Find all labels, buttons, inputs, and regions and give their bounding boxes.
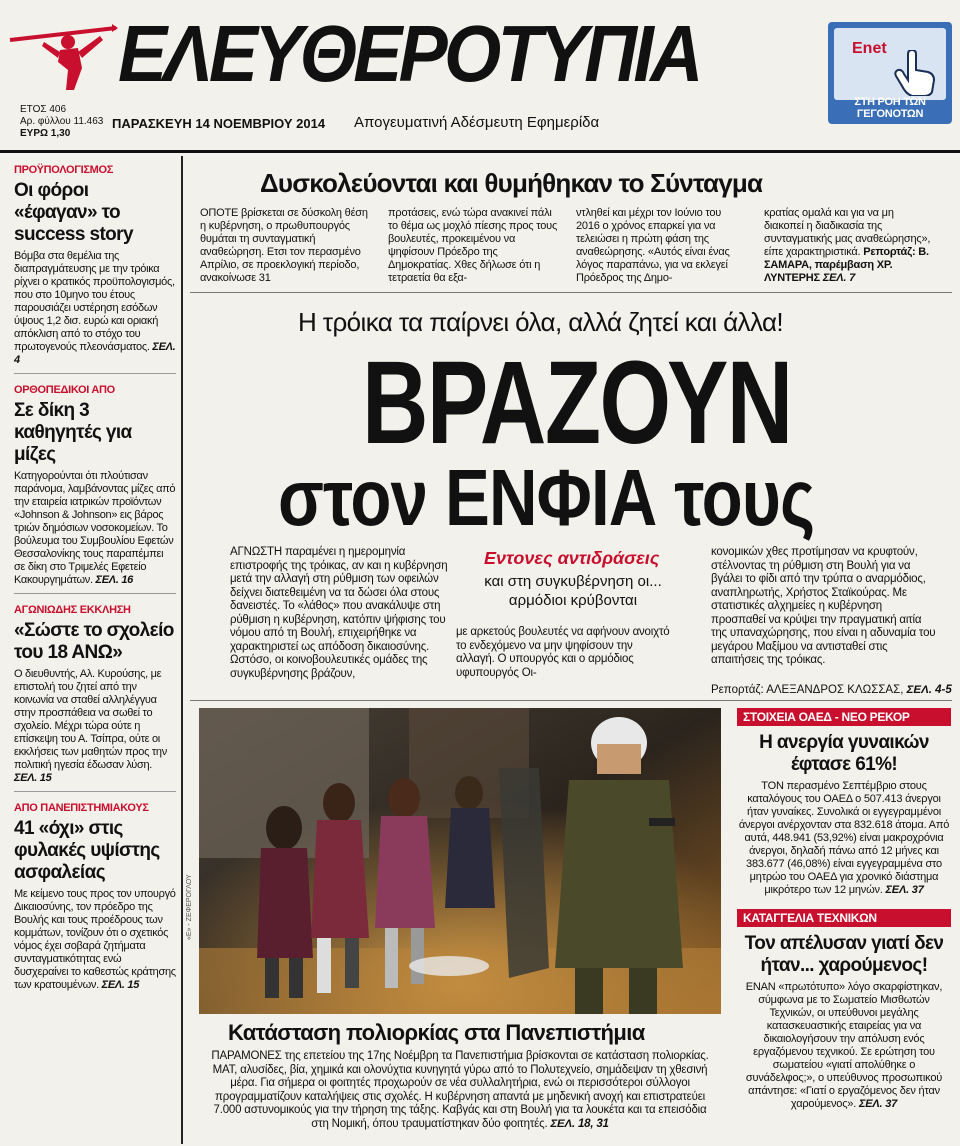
main-story-col-1: ΑΓΝΩΣΤΗ παραμένει η ημερομηνία επιστροφής της τρόικας, αν και η κυβέρνηση μετά την αλλαγή στη ρύθμιση των οφειλών δείχνει διατεθειμένη να τα δώσει όλα στους δανειστές. Το «λάθος» που ανακάλυψε στη ρύθμιση η κυβέρνηση, κατόπιν ψήφισης του νόμου από τη Βουλή, επιχειρήθηκε να χαρακτηριστεί ως απόδοση δικαιοσύνης. Ωστόσο, οι κοινοβουλευτικές ομάδες της συγκυβέρνησης βράζουν, xyxy=(230,546,448,680)
left-story-school[interactable] xyxy=(14,604,176,792)
story-text: Ο διευθυντής, Αλ. Κυρούσης, με επιστολή του ζητεί από την κοινωνία να σταθεί αλληλέγγυα στην προσπάθεια να σωθεί το σχολείο. Μέχρι τώρα ούτε η επίσκεψη του Α. Τσίπρα, ούτε οι εκκλήσεις των μαθητών προς την πολιτική ηγεσία έδωσαν λύση. xyxy=(14,668,167,771)
story-kicker: ΚΑΤΑΓΓΕΛΙΑ ΤΕΧΝΙΚΩΝ xyxy=(737,909,951,927)
masthead-tagline: Απογευματινή Αδέσμευτη Εφημερίδα xyxy=(354,114,600,131)
top-story-col-1: ΟΠΟΤΕ βρίσκεται σε δύσκολη θέση η κυβέρνηση, ο πρωθυπουργός θυμάται τη συνταγματική αναθεώρηση. Ετσι τον περασμένο Απρίλιο, σε προεκλογική περίοδο, ανακοίνωσε 31 xyxy=(200,207,368,284)
issue-date: ΠΑΡΑΣΚΕΥΗ 14 ΝΟΕΜΒΡΙΟΥ 2014 xyxy=(112,116,326,131)
story-headline[interactable]: Σε δίκη 3 καθηγητές για μίζες xyxy=(14,400,132,465)
main-story-headline[interactable]: ΒΡΑΖΟΥΝ xyxy=(362,337,792,469)
top-story-col-2: προτάσεις, ενώ τώρα ανακινεί πάλι το θέμα ως μοχλό πίεσης προς τους βουλευτές, προκειμένου να ψηφίσουν Πρόεδρο της Δημοκρατίας. Χθες δήλωσε ότι η τετραετία θα εξα- xyxy=(388,207,558,284)
story-headline[interactable]: «Σώστε το σχολείο του 18 ΑΝΩ» xyxy=(14,620,174,663)
left-story-orthopedics[interactable] xyxy=(14,384,176,594)
main-story-col-2: με αρκετούς βουλευτές να αφήνουν ανοιχτό το ενδεχόμενο να μην ψηφίσουν την αλλαγή. Ο υπουργός και ο αρμόδιος υφυπουργός Οι- xyxy=(456,626,670,679)
photo-story-text-row xyxy=(210,1050,710,1131)
masthead-rule xyxy=(0,150,960,153)
main-story-subhead-red: Εντονες αντιδράσεις xyxy=(484,548,660,568)
issue-price: ΕΥΡΩ 1,30 xyxy=(20,128,71,139)
enet-promo-box[interactable] xyxy=(828,22,952,124)
enet-logo: Enet xyxy=(852,40,887,57)
main-story-byline: Ρεπορτάζ: ΑΛΕΞΑΝΔΡΟΣ ΚΛΩΣΣΑΣ, xyxy=(711,684,904,696)
story-text: Κατηγορούνται ότι πλούτισαν παράνομα, λαμβάνοντας μίζες από την εταιρεία ιατρικών προϊόντων «Johnson & Johnson» εις βάρος τριών δημόσιων νοσοκομείων. Το βούλευμα του Συμβουλίου Εφετών Θεσσαλονίκης τους παραπέμπει σε δίκη στο Τριμελές Εφετείο Κακουργημάτων. xyxy=(14,470,176,586)
top-story-col-4 xyxy=(764,207,934,285)
main-story-byline-row xyxy=(711,684,952,696)
right-story-technicians[interactable] xyxy=(737,909,951,1111)
main-story-subhead: και στη συγκυβέρνηση οι... αρμόδιοι κρύβονται xyxy=(484,573,662,609)
page-reference: ΣΕΛ. 4 xyxy=(14,341,176,366)
story-text: Βόμβα στα θεμέλια της διαπραγμάτευσης με την τρόικα ρίχνει ο κρατικός προϋπολογισμός, που στο 10μηνο του έτους παρουσιάζει υστέρηση εσόδων ύψους 1,2 δισ. ευρώ και οριακή απόκλιση από το στόχο του πρωτογενούς πλεονάσματος. xyxy=(14,250,175,353)
right-column xyxy=(737,708,951,1111)
enet-caption: ΣΤΗ ΡΟΗ ΤΩΝ ΓΕΓΟΝΟΤΩΝ xyxy=(854,96,926,120)
story-kicker: ΣΤΟΙΧΕΙΑ ΟΑΕΔ - ΝΕΟ ΡΕΚΟΡ xyxy=(737,708,951,726)
page-reference: ΣΕΛ. 37 xyxy=(858,1098,898,1110)
left-story-prisons[interactable] xyxy=(14,802,176,998)
right-story-unemployment[interactable] xyxy=(737,708,951,897)
top-story-headline[interactable]: Δυσκολεύονται και θυμήθηκαν το Σύνταγμα xyxy=(260,168,763,198)
story-headline[interactable]: Τον απέλυσαν γιατί δεν ήταν... χαρούμενος! xyxy=(744,933,944,976)
top-story-col-3: ντληθεί και μέχρι τον Ιούνιο του 2016 ο χρόνος επαρκεί για να τελειώσει η πρώτη φάση της αναθεώρησης. «Αυτός είναι ένας λόγος παραπάνω, για να εκλεγεί Πρόεδρος της Δημο- xyxy=(576,207,730,284)
photo-story-headline[interactable]: Κατάσταση πολιορκίας στα Πανεπιστήμια xyxy=(228,1020,645,1045)
story-kicker: ΑΓΩΝΙΩΔΗΣ ΕΚΚΛΗΣΗ xyxy=(14,604,131,616)
page-reference: ΣΕΛ. 7 xyxy=(822,272,856,284)
photo-story-text: ΠΑΡΑΜΟΝΕΣ της επετείου της 17ης Νοέμβρη τα Πανεπιστήμια βρίσκονται σε κατάσταση πολιορκίας. ΜΑΤ, αλυσίδες, βία, χημικά και ολονύχτια κυνηγητά γύρω από το Πολυτεχνείο, σημάδεψαν τη χθεσινή μέρα. Για σήμερα οι φοιτητές προχωρούν σε νέα συλλαλητήρια, ενώ οι περισσότεροι σύλλογοι προγραμματίζουν καταλήψεις στις σχολές. Η κυβέρνηση απαντά με μηδενική ανοχή και επιστρατεύει 7.000 αστυνομικούς για την τήρηση της τάξης. Καβγάς και στη Βουλή για τα λουκέτα και τα επεισόδια στη Νομική, όπου τραυματίστηκαν δύο φοιτητές. xyxy=(211,1050,709,1130)
photo-credit: «Ε» - ΖΕΦΕΡΟΓΛΟΥ xyxy=(186,874,193,940)
story-headline[interactable]: 41 «όχι» στις φυλακές υψίστης ασφαλείας xyxy=(14,818,160,883)
story-text: ΕΝΑΝ «πρωτότυπο» λόγο σκαρφίστηκαν, σύμφωνα με το Σωματείο Μισθωτών Τεχνικών, οι υπεύθυνοι μεγάλης κατασκευαστικής εταιρείας για να δικαιολογήσουν την απόλυση ενός εργαζόμενου τεχνικού. Σε ερώτηση του σωματείου «γιατί απολύθηκε ο συνάδελφος;», ο υπεύθυνος προσωπικού απάντησε: «Γιατί ο εργαζόμενος δεν ήταν χαρούμενος». xyxy=(745,981,943,1110)
left-column xyxy=(14,164,176,1008)
issue-year: ΕΤΟΣ 406 xyxy=(20,104,67,115)
section-rule xyxy=(190,700,952,701)
main-story-kicker: Η τρόικα τα παίρνει όλα, αλλά ζητεί και άλλα! xyxy=(298,307,784,337)
masthead-title: ΕΛΕΥΘΕΡΟΤΥΠΙΑ xyxy=(118,9,700,98)
story-text: Με κείμενο τους προς τον υπουργό Δικαιοσύνης, τον πρόεδρο της Βουλής και τους προέδρους των κομμάτων, τονίζουν ότι ο σχετικός νόμος έχει σοβαρά ζητήματα συνταγματικότητας ενώ δυσχεραίνει το καθεστώς κράτησης των κρατουμένων. xyxy=(14,888,176,991)
main-story-headline-line2[interactable]: στον ΕΝΦΙΑ τους xyxy=(278,453,815,542)
column-divider xyxy=(181,156,183,1144)
story-headline[interactable]: Η ανεργία γυναικών έφτασε 61%! xyxy=(759,732,929,775)
story-headline[interactable]: Οι φόροι «έφαγαν» το success story xyxy=(14,180,133,245)
page-reference: ΣΕΛ. 16 xyxy=(95,574,133,586)
cursor-hand-icon xyxy=(894,50,938,96)
page-reference: ΣΕΛ. 18, 31 xyxy=(550,1117,609,1130)
page-reference: ΣΕΛ. 15 xyxy=(14,772,52,784)
section-rule xyxy=(190,292,952,293)
spear-thrower-logo-icon xyxy=(8,22,118,92)
main-story-col-3: κονομικών χθες προτίμησαν να κρυφτούν, στέλνοντας τη ρύθμιση στη Βουλή για να βγάλει το φίδι από την τρύπα ο αναρμόδιος, αναπληρωτής, Χρήστος Σταϊκούρας. Με στατιστικές αλχημείες η κυβέρνηση προσπαθεί να κρύψει την πραγματική αιτία της υπαναχώρησης, που είναι η αδυναμία του μεγάρου Μαξίμου να αντισταθεί στις απαιτήσεις της τρόικας. xyxy=(711,546,936,666)
top-story-byline: Ρεπορτάζ: Β. ΣΑΜΑΡΑ, παρέμβαση ΧΡ. ΛΥΝΤΕΡΗΣ xyxy=(764,246,929,284)
page-reference: ΣΕΛ. 15 xyxy=(101,979,140,991)
top-story-text: κρατίας ομαλά και για να μη διακοπεί η διαδικασία της συνταγματικής μας αναθεώρησης», είπε χαρακτηριστικά. xyxy=(764,207,931,258)
enet-screen xyxy=(834,28,946,100)
page-reference: ΣΕΛ. 4-5 xyxy=(906,684,952,696)
story-kicker: ΠΡΟΫΠΟΛΟΓΙΣΜΟΣ xyxy=(14,164,114,176)
news-photo[interactable] xyxy=(199,708,721,1014)
story-text: ΤΟΝ περασμένο Σεπτέμβριο στους καταλόγους του ΟΑΕΔ ο 507.413 άνεργοι ήταν γυναίκες. Συνολικά οι εγγεγραμμένοι άνεργοι ανέρχονταν στα 832.618 άτομα. Από αυτά, 448.941 (53,92%) είναι μακροχρόνια άνεργοι, δηλαδή πάνω από 12 μήνες και 383.677 (46,08%) είναι εγγεγραμμένα στο μητρώο του ΟΑΕΔ για χρονικό διάστημα μικρότερο των 12 μηνών. xyxy=(738,780,950,896)
issue-number: Αρ. φύλλου 11.463 xyxy=(20,116,104,127)
story-kicker: ΟΡΘΟΠΕΔΙΚΟΙ ΑΠΟ xyxy=(14,384,115,396)
story-kicker: ΑΠΟ ΠΑΝΕΠΙΣΤΗΜΙΑΚΟΥΣ xyxy=(14,802,149,814)
page-reference: ΣΕΛ. 37 xyxy=(885,884,924,896)
left-story-budget[interactable] xyxy=(14,164,176,374)
